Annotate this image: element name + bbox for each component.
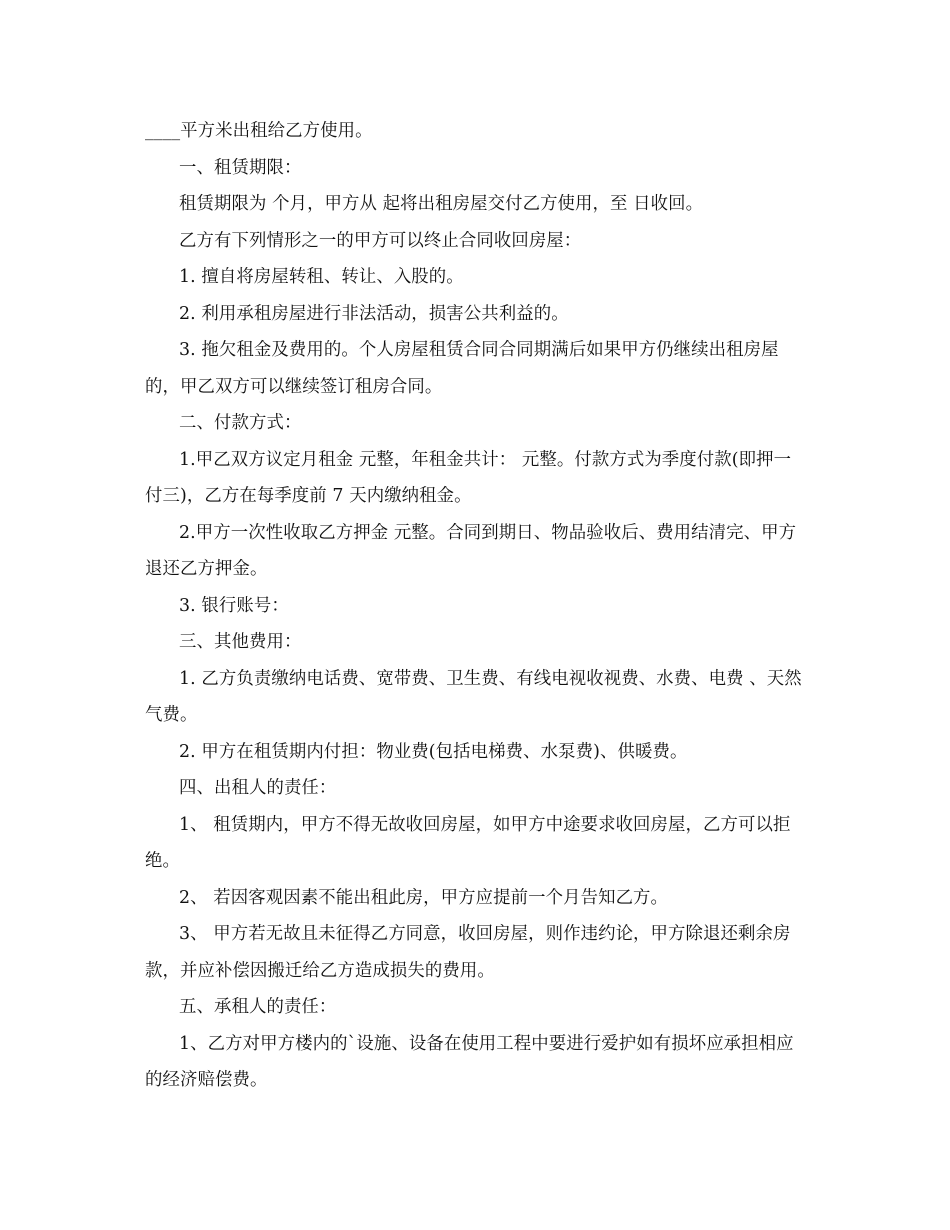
section-heading-payment: 二、付款方式： [179,413,302,433]
section-heading-tenant-duty: 五、承租人的责任： [179,997,337,1017]
paragraph-breach-compensation: 3、 甲方若无故且未征得乙方同意，收回房屋，则作违约论，甲方除退还剩余房款，并应补偿因搬迁给乙方造成损失的费用。 [145,924,791,981]
paragraph-lease-period: 租赁期限为 个月，甲方从 起将出租房屋交付乙方使用，至 日收回。 [179,194,704,214]
paragraph-landlord-fees: 2. 甲方在租赁期内付担：物业费(包括电梯费、水泵费)、供暖费。 [179,741,688,762]
contract-text [145,113,805,1099]
paragraph-no-early-recall: 1、 租赁期内，甲方不得无故收回房屋，如甲方中途要求收回房屋，乙方可以拒绝。 [145,814,791,871]
paragraph-bank-account: 3. 银行账号： [179,595,289,616]
paragraph-deposit: 2.甲方一次性收取乙方押金 元整。合同到期日、物品验收后、费用结清完、甲方退还乙方押金。 [145,522,797,579]
paragraph-area-rental: ____平方米出租给乙方使用。 [145,121,373,141]
list-item-arrears: 3. 拖欠租金及费用的。个人房屋租赁合同合同期满后如果甲方仍继续出租房屋的，甲乙双方可以继续签订租房合同。 [145,340,779,397]
paragraph-rent-amount: 1.甲乙双方议定月租金 元整，年租金共计： 元整。付款方式为季度付款(即押一付三)，乙方在每季度前 7 天内缴纳租金。 [145,449,792,506]
paragraph-facility-care: 1、乙方对甲方楼内的`设施、设备在使用工程中要进行爱护如有损坏应承担相应的经济赔偿费。 [145,1033,794,1090]
section-heading-other-fees: 三、其他费用： [179,632,302,652]
section-heading-lease-term: 一、租赁期限： [179,157,302,178]
paragraph-termination-conditions: 乙方有下列情形之一的甲方可以终止合同收回房屋： [179,230,582,251]
section-heading-landlord-duty: 四、出租人的责任： [179,778,337,798]
paragraph-tenant-fees: 1. 乙方负责缴纳电话费、宽带费、卫生费、有线电视收视费、水费、电费 、天然气费。 [145,668,802,725]
list-item-sublet: 1. 擅自将房屋转租、转让、入股的。 [179,267,464,287]
paragraph-advance-notice: 2、 若因客观因素不能出租此房，甲方应提前一个月告知乙方。 [179,887,669,908]
list-item-illegal-activity: 2. 利用承租房屋进行非法活动，损害公共利益的。 [179,303,569,324]
